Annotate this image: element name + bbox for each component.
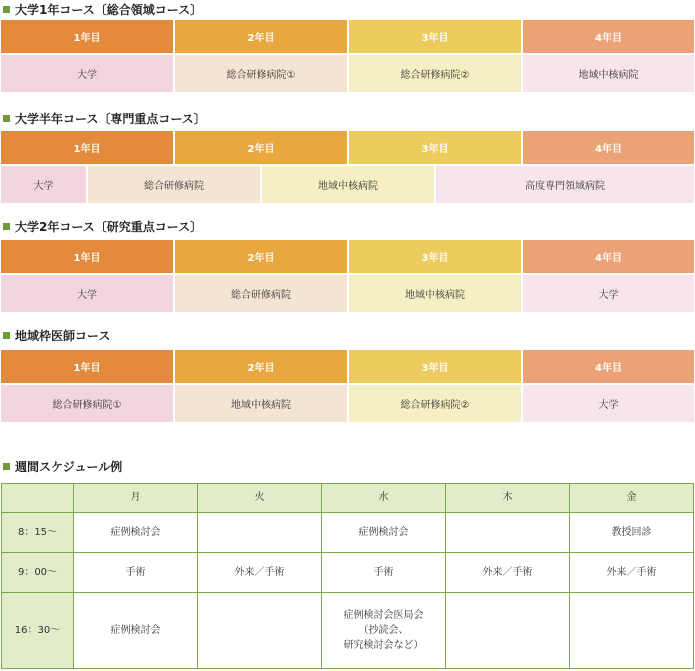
square-bullet-icon: [3, 223, 10, 230]
schedule-header-row: [2, 484, 694, 513]
year-1-cell: 1年目: [1, 240, 175, 273]
year-1-cell: 1年目: [1, 131, 175, 164]
placement-cell: 総合研修病院: [175, 275, 349, 312]
year-4-cell: 4年目: [523, 350, 694, 383]
day-header-thu: 木: [446, 484, 570, 513]
time-cell: 8：15〜: [2, 512, 74, 552]
wed-line: 研究検討会など）: [343, 639, 424, 651]
schedule-cell: 症例検討会: [74, 592, 198, 668]
schedule-cell: 外来／手術: [446, 552, 570, 592]
year-1-cell: 1年目: [1, 350, 175, 383]
schedule-cell: 外来／手術: [570, 552, 694, 592]
wed-line: 症例検討会医局会: [343, 609, 424, 621]
course-1-heading: [3, 0, 202, 18]
placement-cell: 地域中核病院: [262, 166, 436, 203]
placement-cell: 大学: [523, 275, 694, 312]
placement-cell: 大学: [1, 166, 88, 203]
square-bullet-icon: [3, 463, 10, 470]
course-4-placement-row: [1, 385, 694, 422]
day-header-mon: 月: [74, 484, 198, 513]
year-3-cell: 3年目: [349, 20, 523, 53]
year-4-cell: 4年目: [523, 131, 694, 164]
placement-cell: 総合研修病院②: [349, 55, 523, 92]
course-1-title: 大学1年コース〔総合領域コース〕: [15, 2, 203, 17]
schedule-cell: [446, 512, 570, 552]
square-bullet-icon: [3, 332, 10, 339]
placement-cell: 地域中核病院: [523, 55, 694, 92]
schedule-heading: [3, 457, 122, 475]
square-bullet-icon: [3, 115, 10, 122]
year-2-cell: 2年目: [175, 350, 349, 383]
schedule-cell-wed-multiline: [322, 592, 446, 668]
schedule-cell: 教授回診: [570, 512, 694, 552]
course-2-heading: [3, 109, 206, 127]
course-2-year-row: [1, 131, 694, 164]
schedule-row: [2, 592, 694, 668]
schedule-cell: 症例検討会: [322, 512, 446, 552]
time-cell: 16：30〜: [2, 592, 74, 668]
schedule-cell: 外来／手術: [198, 552, 322, 592]
course-4-heading: [3, 326, 110, 344]
placement-cell: 大学: [523, 385, 694, 422]
course-4-title: 地域枠医師コース: [15, 328, 111, 343]
placement-cell: 総合研修病院①: [175, 55, 349, 92]
schedule-cell: [570, 592, 694, 668]
placement-cell: 総合研修病院①: [1, 385, 175, 422]
year-3-cell: 3年目: [349, 240, 523, 273]
square-bullet-icon: [3, 6, 10, 13]
course-3-year-row: [1, 240, 694, 273]
course-2-placement-row: [1, 166, 694, 203]
year-1-cell: 1年目: [1, 20, 175, 53]
placement-cell: 大学: [1, 55, 175, 92]
placement-cell: 地域中核病院: [175, 385, 349, 422]
schedule-cell: [446, 592, 570, 668]
course-3-title: 大学2年コース〔研究重点コース〕: [15, 219, 203, 234]
course-2-title: 大学半年コース〔専門重点コース〕: [15, 111, 206, 126]
day-header-tue: 火: [198, 484, 322, 513]
year-2-cell: 2年目: [175, 131, 349, 164]
year-3-cell: 3年目: [349, 131, 523, 164]
schedule-cell: [198, 592, 322, 668]
placement-cell: 総合研修病院②: [349, 385, 523, 422]
day-header-wed: 水: [322, 484, 446, 513]
schedule-cell: 症例検討会: [74, 512, 198, 552]
year-2-cell: 2年目: [175, 20, 349, 53]
schedule-title: 週間スケジュール例: [15, 459, 123, 474]
weekly-schedule-table: [1, 483, 694, 669]
schedule-row: [2, 512, 694, 552]
year-4-cell: 4年目: [523, 20, 694, 53]
schedule-cell: [198, 512, 322, 552]
year-4-cell: 4年目: [523, 240, 694, 273]
schedule-cell: 手術: [74, 552, 198, 592]
course-3-placement-row: [1, 275, 694, 312]
placement-cell: 地域中核病院: [349, 275, 523, 312]
time-cell: 9：00〜: [2, 552, 74, 592]
corner-cell: [2, 484, 74, 513]
schedule-row: [2, 552, 694, 592]
course-3-heading: [3, 217, 202, 235]
year-3-cell: 3年目: [349, 350, 523, 383]
year-2-cell: 2年目: [175, 240, 349, 273]
schedule-cell: 手術: [322, 552, 446, 592]
wed-line: （抄読会、: [358, 624, 409, 636]
course-4-year-row: [1, 350, 694, 383]
day-header-fri: 金: [570, 484, 694, 513]
course-1-year-row: [1, 20, 694, 53]
placement-cell: 大学: [1, 275, 175, 312]
placement-cell: 総合研修病院: [88, 166, 262, 203]
placement-cell: 高度専門領域病院: [436, 166, 694, 203]
course-1-placement-row: [1, 55, 694, 92]
